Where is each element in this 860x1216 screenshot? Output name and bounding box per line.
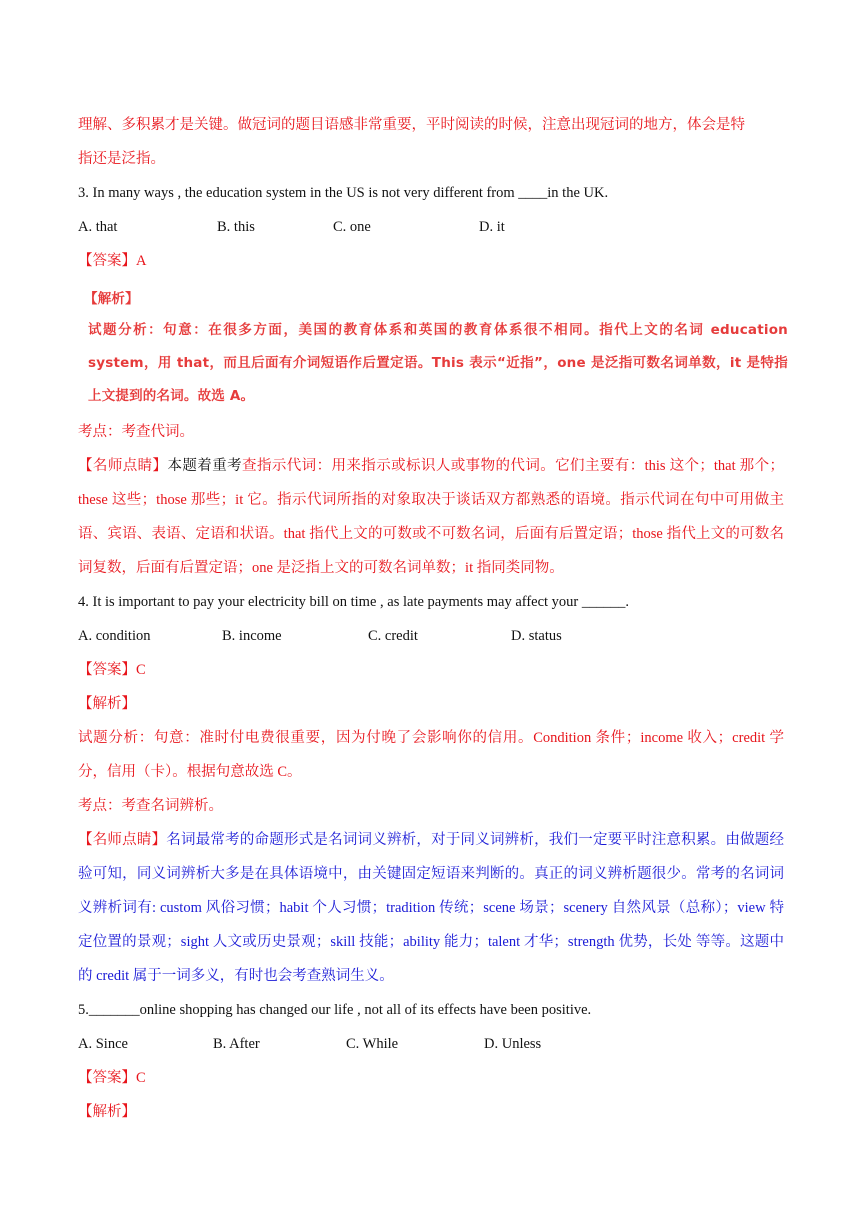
answer-5: 【答案】C — [78, 1070, 146, 1086]
question-4: 4. It is important to pay your electricity bill on time , as late payments may affect your ______. — [78, 594, 629, 610]
tip-label-3: 【名师点睛】 — [78, 458, 168, 474]
teacher-tip-3 — [78, 449, 784, 585]
analysis-header-5: 【解析】 — [78, 1104, 136, 1120]
option-b: B. income — [222, 628, 282, 644]
option-a: A. condition — [78, 628, 151, 644]
option-a: A. that — [78, 219, 118, 235]
question-4-options — [78, 619, 784, 653]
analysis-header-4: 【解析】 — [78, 696, 136, 712]
tip-prefix-3: 本题着重考 — [167, 458, 243, 474]
analysis-body-4: 试题分析：句意：准时付电费很重要，因为付晚了会影响你的信用。Condition 条件；income 收入；credit 学分，信用（卡）。根据句意故选 C。 — [78, 730, 784, 780]
question-3: 3. In many ways , the education system in the US is not very different from ____in the UK. — [78, 185, 609, 201]
answer-4: 【答案】C — [78, 662, 146, 678]
analysis-body-3: 试题分析：句意：在很多方面，美国的教育体系和英国的教育体系很不相同。指代上文的名词 education system，用 that，而且后面有介词短语作后置定语。This 表示“近指”，one 是泛指可数名词单数，it 是特指上文提到的名词。故选 A。 — [88, 322, 788, 404]
tip-body-3: 查指示代词：用来指示或标识人或事物的代词。它们主要有：this 这个；that 那个；these 这些；those 那些；it 它。指示代词所指的对象取决于谈话双方都熟悉的语境。指示代词在句中可用做主语、宾语、表语、定语和状语。that 指代上文的可数或不可数名词，后面有后置定语；those 指代上文的可数名词复数，后面有后置定语；one 是泛指上文的可数名词单数；it 指同类同物。 — [78, 458, 785, 576]
option-d: D. it — [479, 219, 505, 235]
document-content — [78, 108, 788, 1129]
option-a: A. Since — [78, 1036, 128, 1052]
intro-line-1: 理解、多积累才是关键。做冠词的题目语感非常重要，平时阅读的时候，注意出现冠词的地方，体会是特 — [78, 117, 745, 133]
option-c: C. credit — [368, 628, 418, 644]
option-c: C. one — [333, 219, 371, 235]
kaodian-4: 考点：考查名词辨析。 — [78, 798, 223, 814]
intro-line-2: 指还是泛指。 — [78, 151, 165, 167]
question-5: 5._______online shopping has changed our life , not all of its effects have been positive. — [78, 1002, 592, 1018]
answer-3: 【答案】A — [78, 253, 147, 269]
analysis-image-3 — [84, 284, 788, 413]
teacher-tip-4 — [78, 823, 784, 993]
question-5-options — [78, 1027, 784, 1061]
question-3-options — [78, 210, 784, 244]
option-c: C. While — [346, 1036, 399, 1052]
option-d: D. Unless — [484, 1036, 542, 1052]
tip-body-4: 名词最常考的命题形式是名词词义辨析，对于同义词辨析，我们一定要平时注意积累。由做题经验可知，同义词辨析大多是在具体语境中，由关键固定短语来判断的。真正的词义辨析题很少。常考的名词词义辨析词有: custom 风俗习惯；habit 个人习惯；tradition 传统；scene 场景；scenery 自然风景（总称）；view 特定位置的景观；sight 人文或历史景观；skill 技能；ability 能力；talent 才华；strength 优势，长处 等等。这题中的 credit 属于一词多义，有时也会考查熟词生义。 — [78, 832, 785, 984]
kaodian-3: 考点：考查代词。 — [78, 424, 194, 440]
analysis-header-3: 【解析】 — [84, 291, 139, 307]
option-b: B. After — [213, 1036, 260, 1052]
option-b: B. this — [217, 219, 255, 235]
option-d: D. status — [511, 628, 562, 644]
tip-label-4: 【名师点睛】 — [78, 832, 167, 848]
